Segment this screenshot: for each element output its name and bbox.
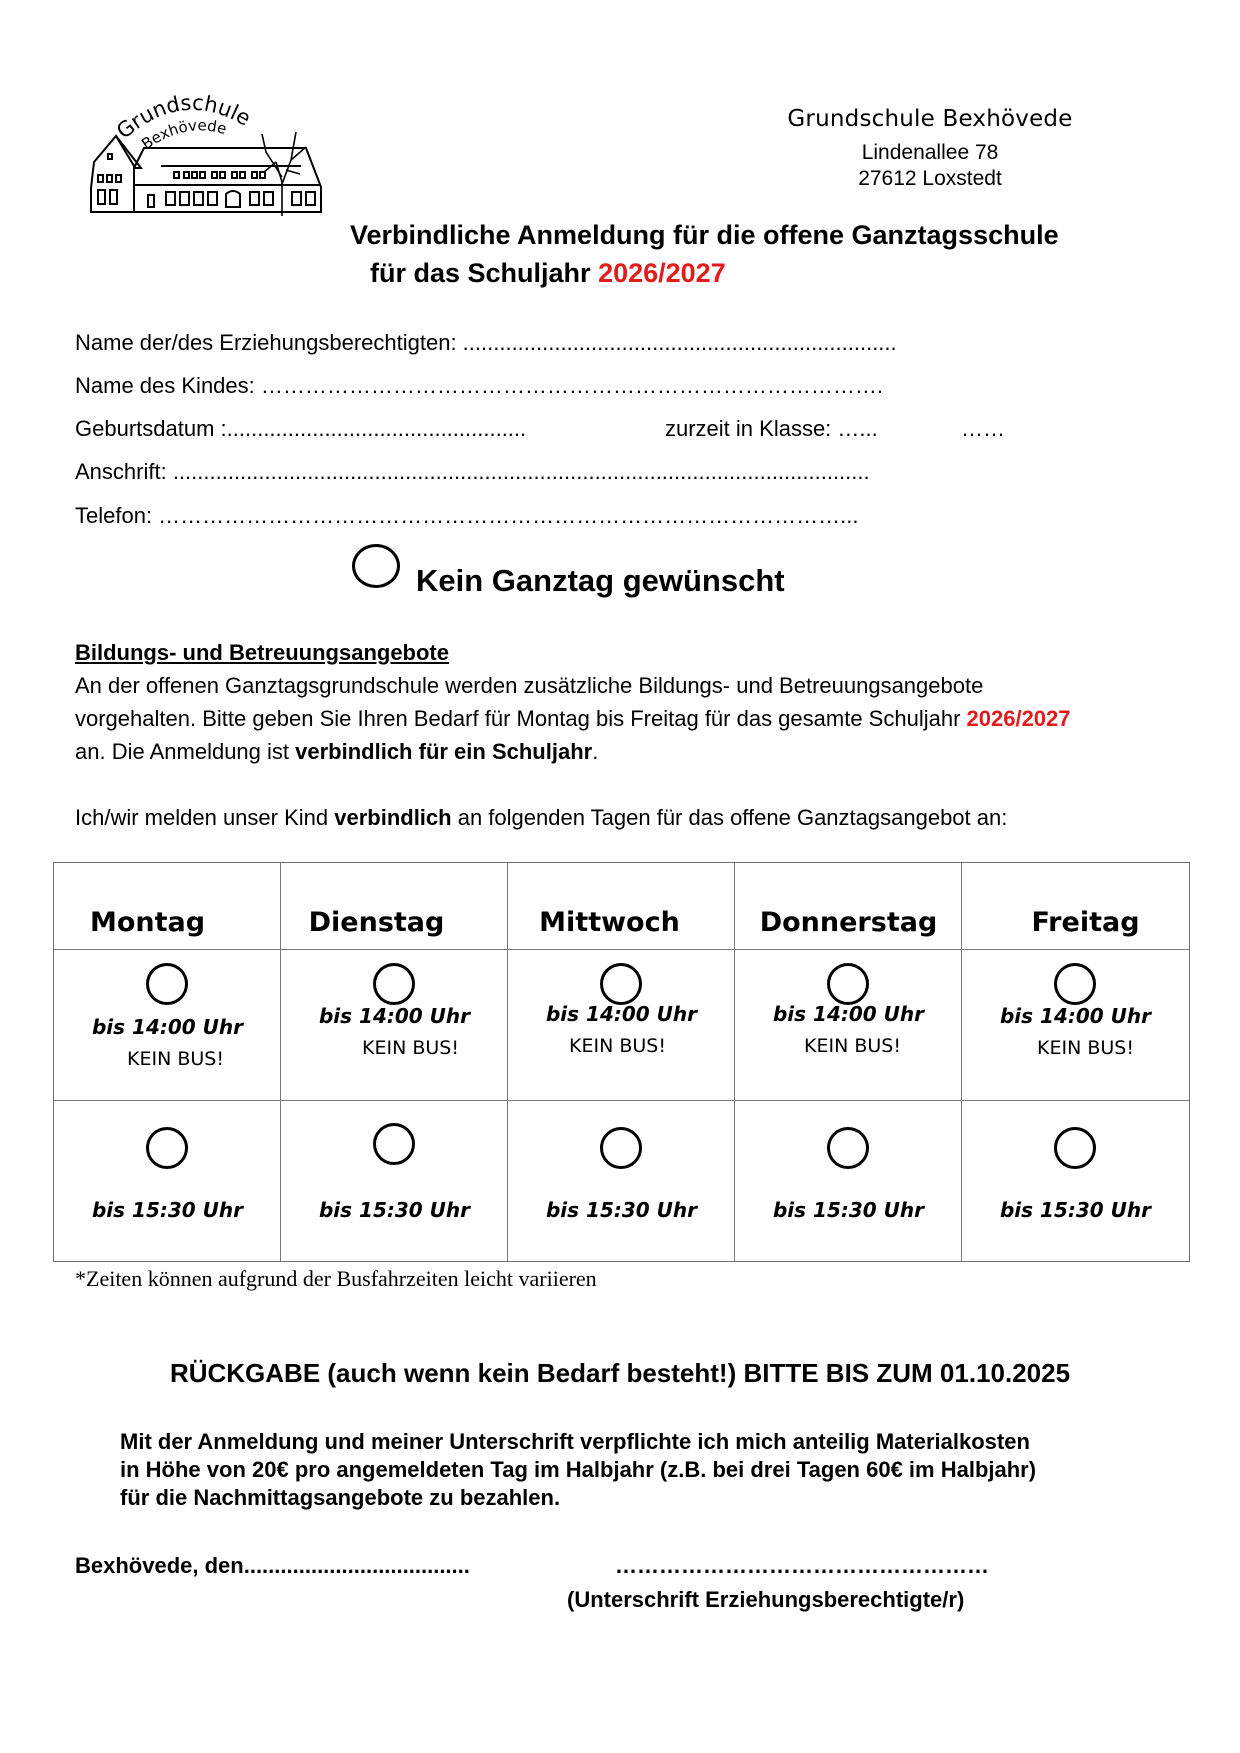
offers-line3-suffix: . bbox=[592, 739, 599, 764]
page-title: Verbindliche Anmeldung für die offene Ganztagsschule bbox=[350, 220, 1059, 250]
guardian-name-label: Name der/des Erziehungsberechtigten: bbox=[75, 330, 457, 355]
time-label-1530: bis 15:30 Uhr bbox=[91, 1198, 243, 1222]
day-header-freitag: Freitag bbox=[1031, 907, 1140, 938]
day-header-montag: Montag bbox=[89, 907, 206, 938]
offers-school-year: 2026/2027 bbox=[966, 706, 1071, 731]
row-divider bbox=[54, 1100, 1189, 1101]
radio-montag-1530[interactable] bbox=[146, 1127, 188, 1169]
address-label: Anschrift: bbox=[75, 459, 167, 484]
time-label-1400: bis 14:00 Uhr bbox=[999, 1004, 1151, 1028]
class-blank-2[interactable]: …… bbox=[961, 416, 1005, 441]
time-label-1400: bis 14:00 Uhr bbox=[91, 1015, 243, 1039]
school-name: Grundschule Bexhövede bbox=[787, 106, 1073, 132]
place-date-label: Bexhövede, den bbox=[75, 1553, 244, 1578]
phone-field[interactable] bbox=[75, 503, 859, 529]
time-label-1530: bis 15:30 Uhr bbox=[999, 1198, 1151, 1222]
time-label-1400: bis 14:00 Uhr bbox=[318, 1004, 470, 1028]
birthdate-blank[interactable]: ................................................. bbox=[226, 416, 527, 441]
no-bus-note: KEIN BUS! bbox=[1037, 1037, 1134, 1059]
signature-label: (Unterschrift Erziehungsberechtigte/r) bbox=[567, 1587, 965, 1612]
no-bus-note: KEIN BUS! bbox=[362, 1037, 459, 1059]
cost-notice-line2: in Höhe von 20€ pro angemeldeten Tag im Halbjahr (z.B. bei drei Tagen 60€ im Halbjahr) bbox=[120, 1457, 1037, 1482]
offers-line3-prefix: an. Die Anmeldung ist bbox=[75, 739, 296, 764]
table-footnote: *Zeiten können aufgrund der Busfahrzeiten leicht variieren bbox=[75, 1266, 597, 1291]
guardian-name-field[interactable] bbox=[75, 330, 897, 356]
registration-statement bbox=[75, 805, 1007, 831]
offers-paragraph-line2 bbox=[75, 706, 1071, 732]
offers-line3-bold: verbindlich für ein Schuljahr bbox=[295, 739, 593, 764]
statement-suffix: an folgenden Tagen für das offene Ganztagsangebot an: bbox=[451, 805, 1008, 830]
statement-bold: verbindlich bbox=[334, 805, 452, 830]
radio-donnerstag-1400[interactable] bbox=[827, 963, 869, 1005]
cost-notice-line3: für die Nachmittagsangebote zu bezahlen. bbox=[120, 1485, 561, 1510]
time-label-1530: bis 15:30 Uhr bbox=[318, 1198, 470, 1222]
no-fullday-radio[interactable] bbox=[352, 544, 400, 588]
birthdate-label: Geburtsdatum : bbox=[75, 416, 227, 441]
page-subtitle bbox=[370, 258, 726, 289]
radio-dienstag-1400[interactable] bbox=[373, 963, 415, 1005]
no-bus-note: KEIN BUS! bbox=[569, 1035, 666, 1057]
return-deadline-notice: RÜCKGABE (auch wenn kein Bedarf besteht!) BITTE BIS ZUM 01.10.2025 bbox=[169, 1358, 1071, 1388]
day-header-donnerstag: Donnerstag bbox=[759, 907, 938, 938]
school-building-icon bbox=[86, 92, 331, 220]
address-blank[interactable]: .................................................................................................................. bbox=[166, 459, 870, 484]
place-date-blank[interactable]: ..................................... bbox=[243, 1553, 470, 1578]
radio-freitag-1400[interactable] bbox=[1054, 963, 1096, 1005]
time-label-1530: bis 15:30 Uhr bbox=[772, 1198, 924, 1222]
child-name-label: Name des Kindes: bbox=[75, 373, 255, 398]
guardian-name-blank[interactable]: ....................................................................... bbox=[456, 330, 897, 355]
logo-text-top: Grundschule bbox=[112, 92, 255, 144]
class-label: zurzeit in Klasse: bbox=[665, 416, 832, 441]
offers-heading: Bildungs- und Betreuungsangebote bbox=[75, 640, 449, 665]
offers-paragraph-line1: An der offenen Ganztagsgrundschule werden zusätzliche Bildungs- und Betreuungsangebote bbox=[75, 673, 984, 698]
school-street: Lindenallee 78 bbox=[861, 141, 999, 164]
subtitle-prefix: für das Schuljahr bbox=[370, 258, 599, 288]
phone-label: Telefon: bbox=[75, 503, 153, 528]
school-year: 2026/2027 bbox=[598, 258, 726, 288]
offers-line2-text: vorgehalten. Bitte geben Sie Ihren Bedarf für Montag bis Freitag für das gesamte Schuljahr bbox=[75, 706, 967, 731]
day-header-dienstag: Dienstag bbox=[308, 907, 445, 938]
radio-mittwoch-1400[interactable] bbox=[600, 963, 642, 1005]
school-city: 27612 Loxstedt bbox=[858, 167, 1002, 190]
class-field[interactable] bbox=[665, 416, 878, 442]
child-name-blank[interactable]: …………………………………………………………………………. bbox=[254, 373, 883, 398]
radio-montag-1400[interactable] bbox=[146, 963, 188, 1005]
birthdate-field[interactable] bbox=[75, 416, 526, 442]
no-fullday-label: Kein Ganztag gewünscht bbox=[416, 563, 785, 598]
address-field[interactable] bbox=[75, 459, 870, 485]
statement-prefix: Ich/wir melden unser Kind bbox=[75, 805, 335, 830]
row-divider bbox=[54, 949, 1189, 950]
schedule-table bbox=[53, 862, 1190, 1262]
school-logo bbox=[86, 92, 331, 220]
place-date-field[interactable] bbox=[75, 1553, 470, 1579]
class-blank[interactable]: …... bbox=[831, 416, 878, 441]
radio-freitag-1530[interactable] bbox=[1054, 1127, 1096, 1169]
radio-dienstag-1530[interactable] bbox=[373, 1123, 415, 1165]
radio-donnerstag-1530[interactable] bbox=[827, 1127, 869, 1169]
no-bus-note: KEIN BUS! bbox=[127, 1048, 224, 1070]
no-bus-note: KEIN BUS! bbox=[804, 1035, 901, 1057]
offers-paragraph-line3 bbox=[75, 739, 598, 765]
signature-blank[interactable]: …………………………………………… bbox=[615, 1553, 989, 1578]
day-header-mittwoch: Mittwoch bbox=[539, 907, 680, 938]
phone-blank[interactable]: …………………………………………………………………………………... bbox=[152, 503, 859, 528]
child-name-field[interactable] bbox=[75, 373, 883, 399]
time-label-1400: bis 14:00 Uhr bbox=[772, 1002, 924, 1026]
time-label-1530: bis 15:30 Uhr bbox=[545, 1198, 697, 1222]
logo-text-bottom: Bexhövede bbox=[138, 116, 229, 154]
cost-notice-line1: Mit der Anmeldung und meiner Unterschrift verpflichte ich mich anteilig Materialkosten bbox=[120, 1429, 1030, 1454]
time-label-1400: bis 14:00 Uhr bbox=[545, 1002, 697, 1026]
radio-mittwoch-1530[interactable] bbox=[600, 1127, 642, 1169]
